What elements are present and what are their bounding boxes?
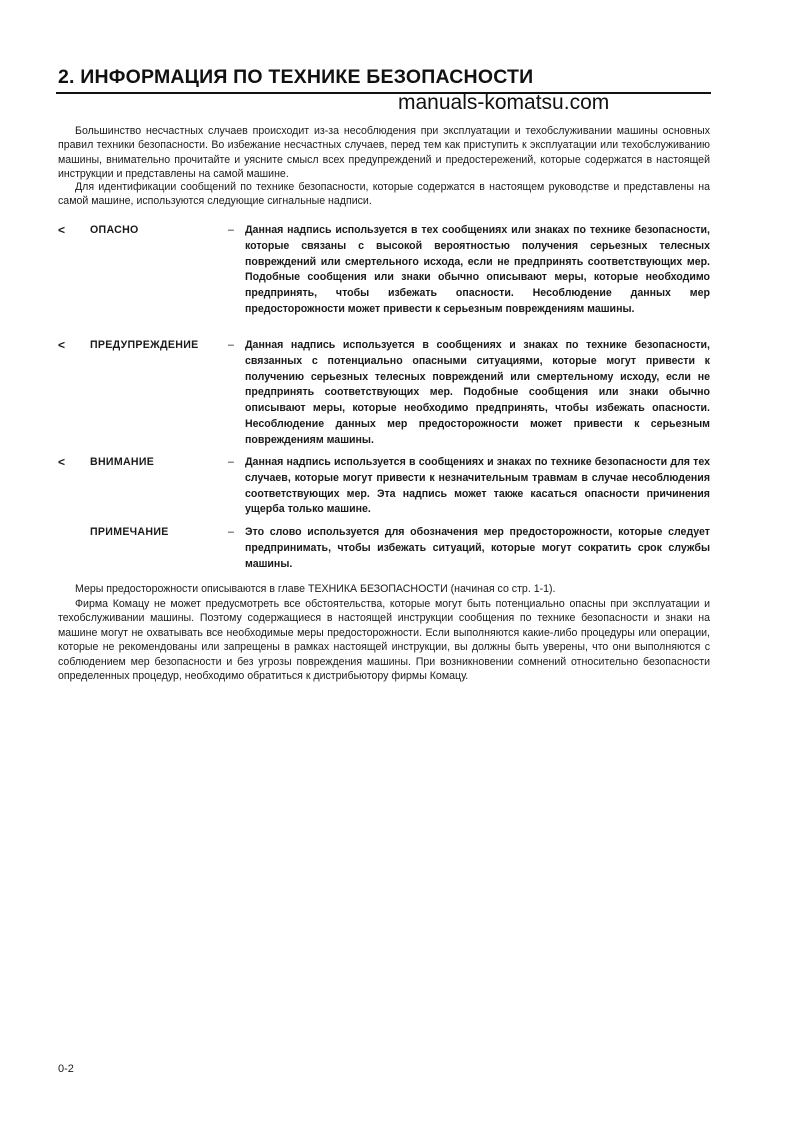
signal-word: ПРИМЕЧАНИЕ [90,526,169,538]
title-rule [56,92,711,94]
signal-description: Данная надпись используется в сообщениях и знаках по технике безопасности, связанных с потенциально опасными ситуациями, которые могут привести к получению серьезных телесных повреждений или смертельному исходу, если не предпринять соответствующих мер. Подобные сообщения или знаки обычно описывают меры, которые необходимо предпринять, чтобы избежать опасности. Несоблюдение данных мер предосторожности может привести к серьезным повреждениям машины. [245,339,710,446]
signal-dash: – [228,224,234,236]
outro-paragraph-2: Фирма Комацу не может предусмотреть все обстоятельства, которые могут быть потенциально опасны при эксплуатации и техобслуживании машины. Поэтому содержащиеся в настоящей инструкции сообщения по технике безопасности и знаки на машине могут не охватывать все необходимые меры предосторожности. Если выполняются какие-либо процедуры или операции, которые не рекомендованы или запрещены в рамках настоящей инструкции, вы должны быть уверены, что они выполняются с соблюдением мер безопасности и без угрозы повреждения машины. При возникновении сомнений относительно безопасности определенных процедур, необходимо обратиться к дистрибьютору фирмы Комацу. [58,598,710,683]
watermark-text: manuals-komatsu.com [398,91,610,114]
signal-description: Данная надпись используется в тех сообщениях или знаках по технике безопасности, которые связаны с высокой вероятностью получения серьезных телесных повреждений или смертельного исхода, если не предпринять соответствующих мер. Подобные сообщения или знаки обычно описывают меры, которые необходимо предпринять, чтобы избежать опасности. Несоблюдение данных мер предосторожности может привести к серьезным повреждениям машины. [245,224,710,315]
outro-paragraph-1: Меры предосторожности описываются в главе ТЕХНИКА БЕЗОПАСНОСТИ (начиная со стр. 1-1). [75,583,556,595]
warning-symbol-icon: < [58,455,66,469]
signal-description: Данная надпись используется в сообщениях и знаках по технике безопасности для тех случаев, которые могут привести к незначительным травмам в случае несоблюдения соответствующих мер. Эта надпись может также касаться опасности причинения ущерба только машине. [245,456,710,516]
signal-word: ОПАСНО [90,224,139,236]
page-title: 2. ИНФОРМАЦИЯ ПО ТЕХНИКЕ БЕЗОПАСНОСТИ [58,66,534,88]
signal-dash: – [228,526,234,538]
page-number: 0-2 [58,1063,74,1075]
signal-word: ПРЕДУПРЕЖДЕНИЕ [90,339,199,351]
signal-dash: – [228,456,234,468]
signal-description: Это слово используется для обозначения мер предосторожности, которые следует предпринимать, чтобы избежать ситуаций, которые могут сократить срок службы машины. [245,526,710,570]
warning-symbol-icon: < [58,338,66,352]
warning-symbol-icon: < [58,223,66,237]
signal-dash: – [228,339,234,351]
intro-paragraph-1: Большинство несчастных случаев происходит из-за несоблюдения при эксплуатации и техобслуживании машины основных правил техники безопасности. Во избежание несчастных случаев, перед тем как приступить к эксплуатации или техобслуживанию машины, внимательно прочитайте и уясните смысл всех предупреждений и предостережений, которые содержатся в настоящей инструкции и представлены на самой машине. [58,125,710,181]
signal-word: ВНИМАНИЕ [90,456,155,468]
intro-paragraph-2: Для идентификации сообщений по технике безопасности, которые содержатся в настоящем руководстве и представлены на самой машине, используются следующие сигнальные надписи. [58,181,710,208]
